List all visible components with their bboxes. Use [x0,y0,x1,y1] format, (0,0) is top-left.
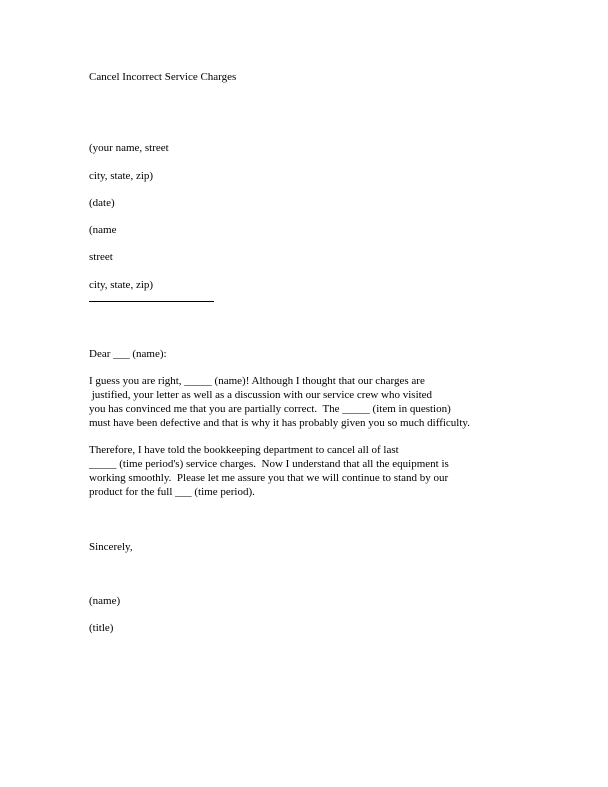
address-underline [89,301,214,302]
recipient-name: (name [89,224,117,236]
sender-city-state-zip: city, state, zip) [89,170,154,182]
letter-title: Cancel Incorrect Service Charges [89,71,237,83]
letter-date: (date) [89,197,115,209]
paragraph1-line: justified, your letter as well as a discussion with our service crew who visited [89,389,433,401]
closing: Sincerely, [89,541,133,553]
sender-name-street: (your name, street [89,142,169,154]
signature-title: (title) [89,622,114,634]
paragraph2-line: working smoothly. Please let me assure you that we will continue to stand by our [89,472,449,484]
recipient-city-state-zip: city, state, zip) [89,279,154,291]
paragraph2-line: Therefore, I have told the bookkeeping department to cancel all of last [89,444,399,456]
recipient-street: street [89,251,113,263]
salutation: Dear ___ (name): [89,348,167,360]
paragraph1-line: must have been defective and that is why it has probably given you so much difficulty. [89,417,470,429]
paragraph1-line: I guess you are right, _____ (name)! Although I thought that our charges are [89,375,425,387]
signature-name: (name) [89,595,121,607]
paragraph1-line: you has convinced me that you are partially correct. The _____ (item in question) [89,403,451,415]
paragraph2-line: product for the full ___ (time period). [89,486,255,498]
paragraph2-line: _____ (time period's) service charges. Now I understand that all the equipment is [89,458,449,470]
